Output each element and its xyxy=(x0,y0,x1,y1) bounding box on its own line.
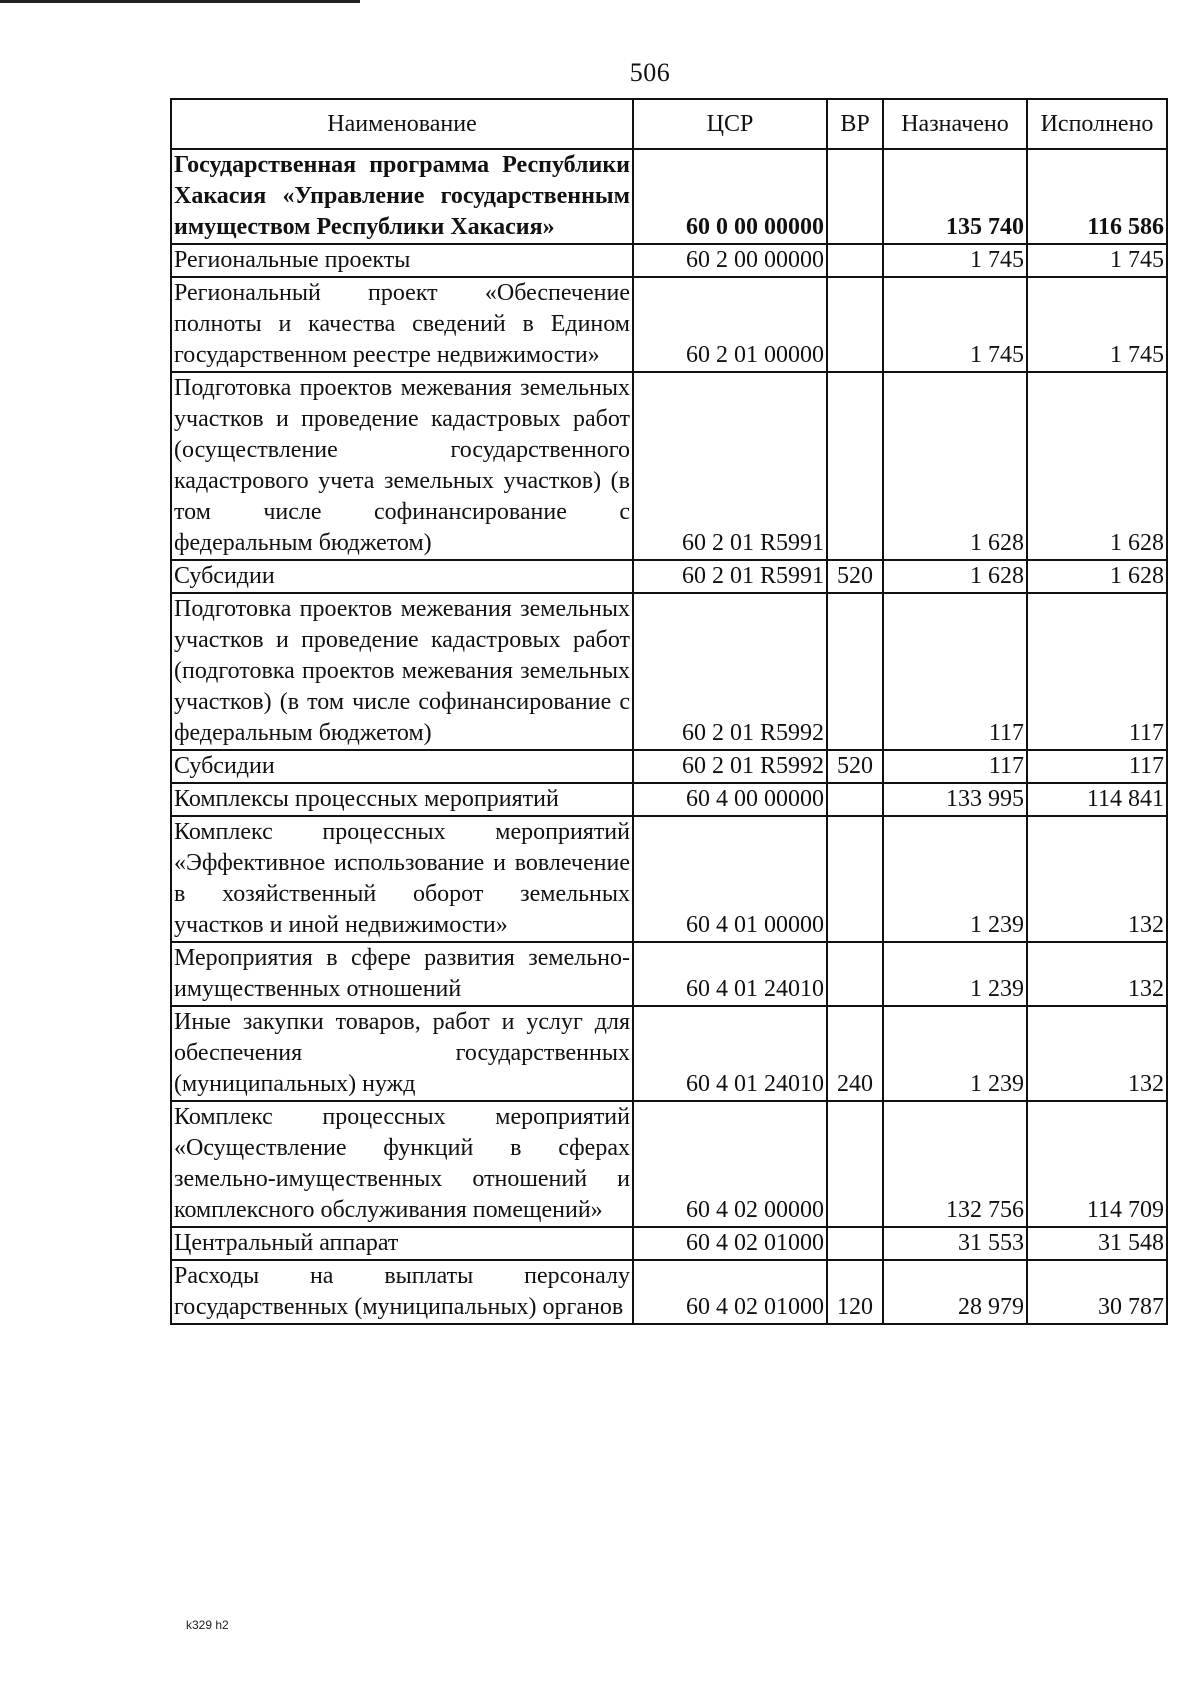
header-executed: Исполнено xyxy=(1027,99,1167,149)
row-csr: 60 2 01 R5991 xyxy=(633,560,827,593)
row-csr: 60 2 01 R5991 xyxy=(633,372,827,560)
table-row xyxy=(171,372,1167,560)
row-name: Комплексы процессных мероприятий xyxy=(171,783,633,816)
row-csr: 60 4 02 01000 xyxy=(633,1227,827,1260)
row-executed: 1 628 xyxy=(1027,372,1167,560)
row-vr: 240 xyxy=(827,1006,883,1101)
header-csr: ЦСР xyxy=(633,99,827,149)
header-vr: ВР xyxy=(827,99,883,149)
row-executed: 117 xyxy=(1027,750,1167,783)
row-executed: 132 xyxy=(1027,816,1167,942)
row-name: Расходы на выплаты персоналу государственных (муниципальных) органов xyxy=(171,1260,633,1324)
row-executed: 132 xyxy=(1027,1006,1167,1101)
row-assigned: 31 553 xyxy=(883,1227,1027,1260)
table-row xyxy=(171,1101,1167,1227)
row-name: Комплекс процессных мероприятий «Осуществление функций в сферах земельно-имущественных отношений и комплексного обслуживания помещений» xyxy=(171,1101,633,1227)
row-name: Субсидии xyxy=(171,560,633,593)
row-executed: 116 586 xyxy=(1027,149,1167,244)
row-csr: 60 2 00 00000 xyxy=(633,244,827,277)
row-name: Иные закупки товаров, работ и услуг для обеспечения государственных (муниципальных) нужд xyxy=(171,1006,633,1101)
row-assigned: 1 239 xyxy=(883,816,1027,942)
table-row xyxy=(171,1260,1167,1324)
scan-code-label: k329 h2 xyxy=(186,1618,229,1632)
row-vr xyxy=(827,942,883,1006)
row-executed: 30 787 xyxy=(1027,1260,1167,1324)
header-name: Наименование xyxy=(171,99,633,149)
row-name: Центральный аппарат xyxy=(171,1227,633,1260)
budget-table xyxy=(170,98,1168,1325)
row-vr xyxy=(827,149,883,244)
row-csr: 60 4 02 01000 xyxy=(633,1260,827,1324)
row-executed: 31 548 xyxy=(1027,1227,1167,1260)
row-vr: 520 xyxy=(827,750,883,783)
scan-edge-line xyxy=(0,0,360,3)
row-csr: 60 4 01 24010 xyxy=(633,942,827,1006)
row-csr: 60 2 01 R5992 xyxy=(633,593,827,750)
row-name: Подготовка проектов межевания земельных участков и проведение кадастровых работ (осуществление государственного кадастрового учета земельных участков) (в том числе софинансирование с федеральным бюджетом) xyxy=(171,372,633,560)
row-vr xyxy=(827,593,883,750)
table-row xyxy=(171,244,1167,277)
row-assigned: 117 xyxy=(883,593,1027,750)
row-csr: 60 4 02 00000 xyxy=(633,1101,827,1227)
row-assigned: 133 995 xyxy=(883,783,1027,816)
row-executed: 1 745 xyxy=(1027,277,1167,372)
row-vr xyxy=(827,1227,883,1260)
row-name: Государственная программа Республики Хакасия «Управление государственным имуществом Республики Хакасия» xyxy=(171,149,633,244)
row-assigned: 1 745 xyxy=(883,277,1027,372)
row-assigned: 1 628 xyxy=(883,560,1027,593)
row-vr xyxy=(827,783,883,816)
row-assigned: 1 239 xyxy=(883,942,1027,1006)
row-assigned: 1 745 xyxy=(883,244,1027,277)
table-row xyxy=(171,277,1167,372)
table-row xyxy=(171,942,1167,1006)
row-vr: 120 xyxy=(827,1260,883,1324)
row-executed: 114 709 xyxy=(1027,1101,1167,1227)
row-csr: 60 0 00 00000 xyxy=(633,149,827,244)
table-row xyxy=(171,560,1167,593)
row-assigned: 135 740 xyxy=(883,149,1027,244)
table-row xyxy=(171,1006,1167,1101)
row-assigned: 1 628 xyxy=(883,372,1027,560)
row-assigned: 28 979 xyxy=(883,1260,1027,1324)
page-number: 506 xyxy=(629,58,671,87)
row-assigned: 132 756 xyxy=(883,1101,1027,1227)
table-row xyxy=(171,783,1167,816)
row-name: Региональный проект «Обеспечение полноты и качества сведений в Едином государственном реестре недвижимости» xyxy=(171,277,633,372)
header-assigned: Назначено xyxy=(883,99,1027,149)
row-vr xyxy=(827,244,883,277)
table-row xyxy=(171,593,1167,750)
row-executed: 114 841 xyxy=(1027,783,1167,816)
row-name: Подготовка проектов межевания земельных участков и проведение кадастровых работ (подготовка проектов межевания земельных участков) (в том числе софинансирование с федеральным бюджетом) xyxy=(171,593,633,750)
row-executed: 117 xyxy=(1027,593,1167,750)
row-assigned: 117 xyxy=(883,750,1027,783)
table-row xyxy=(171,149,1167,244)
row-name: Комплекс процессных мероприятий «Эффективное использование и вовлечение в хозяйственный оборот земельных участков и иной недвижимости» xyxy=(171,816,633,942)
row-csr: 60 4 01 00000 xyxy=(633,816,827,942)
row-name: Региональные проекты xyxy=(171,244,633,277)
table-row xyxy=(171,1227,1167,1260)
table-row xyxy=(171,750,1167,783)
row-csr: 60 2 01 R5992 xyxy=(633,750,827,783)
row-vr xyxy=(827,816,883,942)
row-name: Субсидии xyxy=(171,750,633,783)
row-executed: 132 xyxy=(1027,942,1167,1006)
row-vr xyxy=(827,372,883,560)
table-header-row xyxy=(171,99,1167,149)
row-assigned: 1 239 xyxy=(883,1006,1027,1101)
row-vr xyxy=(827,277,883,372)
row-executed: 1 628 xyxy=(1027,560,1167,593)
row-csr: 60 4 01 24010 xyxy=(633,1006,827,1101)
row-executed: 1 745 xyxy=(1027,244,1167,277)
row-name: Мероприятия в сфере развития земельно-имущественных отношений xyxy=(171,942,633,1006)
row-csr: 60 2 01 00000 xyxy=(633,277,827,372)
row-csr: 60 4 00 00000 xyxy=(633,783,827,816)
table-row xyxy=(171,816,1167,942)
row-vr: 520 xyxy=(827,560,883,593)
row-vr xyxy=(827,1101,883,1227)
